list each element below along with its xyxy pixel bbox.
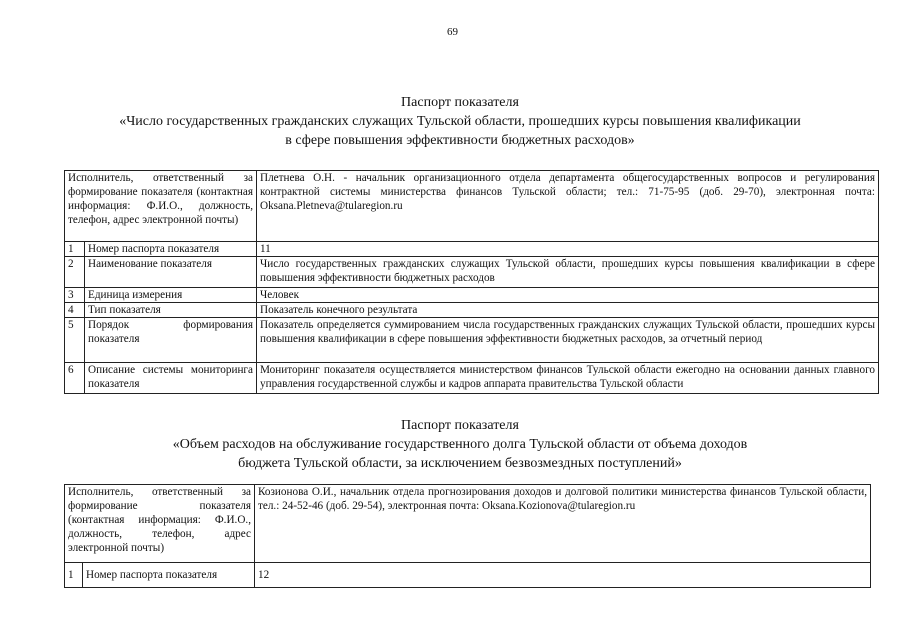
passport-1-table: [64, 170, 879, 394]
row-number: 1: [65, 563, 83, 588]
executor-label: Исполнитель, ответственный за формирование показателя (контактная информация: Ф.И.О., должность, телефон, адрес электронной почты): [65, 485, 255, 563]
table-row: [65, 318, 879, 363]
table-row: [65, 288, 879, 303]
executor-value: Козионова О.И., начальник отдела прогнозирования доходов и долговой политики министерства финансов Тульской области, тел.: 24-52-46 (доб. 29-54), электронная почта: Oksana.Kozionova@tularegion.ru: [255, 485, 871, 563]
row-label: Единица измерения: [85, 288, 257, 303]
row-number: 1: [65, 242, 85, 257]
row-label: Наименование показателя: [85, 257, 257, 288]
row-value: Показатель конечного результата: [257, 303, 879, 318]
table-row: [65, 303, 879, 318]
row-label: Номер паспорта показателя: [83, 563, 255, 588]
page-number: 69: [447, 26, 458, 38]
row-label: Описание системы мониторинга показателя: [85, 363, 257, 394]
passport-2-table: [64, 484, 871, 588]
row-value: Мониторинг показателя осуществляется министерством финансов Тульской области ежегодно на основании данных главного управления государственной службы и кадров аппарата правительства Тульской области: [257, 363, 879, 394]
row-label: Тип показателя: [85, 303, 257, 318]
passport-2-title-line: «Объем расходов на обслуживание государственного долга Тульской области от объема доходов: [172, 437, 748, 452]
row-value: 11: [257, 242, 879, 257]
row-value: 12: [255, 563, 871, 588]
table-row: [65, 363, 879, 394]
executor-row: [65, 485, 871, 563]
executor-row: [65, 171, 879, 242]
passport-1-title-line: «Число государственных гражданских служащих Тульской области, прошедших курсы повышения квалификации: [119, 114, 801, 129]
passport-1-title-line: Паспорт показателя: [401, 95, 519, 110]
passport-2-title: [60, 416, 860, 473]
passport-1-title-line: в сфере повышения эффективности бюджетных расходов»: [285, 133, 635, 148]
executor-label: Исполнитель, ответственный за формирование показателя (контактная информация: Ф.И.О., должность, телефон, адрес электронной почты): [65, 171, 257, 242]
row-number: 3: [65, 288, 85, 303]
row-value: Число государственных гражданских служащих Тульской области, прошедших курсы повышения квалификации в сфере повышения эффективности бюджетных расходов: [257, 257, 879, 288]
row-label: Порядок формирования показателя: [85, 318, 257, 363]
row-value: Показатель определяется суммированием числа государственных гражданских служащих Тульской области, прошедших курсы повышения квалификации в сфере повышения эффективности бюджетных расходов, за отчетный период: [257, 318, 879, 363]
table-row: [65, 242, 879, 257]
passport-1-title: [60, 93, 860, 150]
table-row: [65, 257, 879, 288]
row-number: 2: [65, 257, 85, 288]
passport-2-title-line: бюджета Тульской области, за исключением безвозмездных поступлений»: [238, 456, 682, 471]
row-number: 6: [65, 363, 85, 394]
passport-2-title-line: Паспорт показателя: [401, 418, 519, 433]
row-value: Человек: [257, 288, 879, 303]
row-label: Номер паспорта показателя: [85, 242, 257, 257]
table-row: [65, 563, 871, 588]
row-number: 4: [65, 303, 85, 318]
row-number: 5: [65, 318, 85, 363]
executor-value: Плетнева О.Н. - начальник организационного отдела департамента общегосударственных вопросов и регулирования контрактной системы министерства финансов Тульской области; тел.: 71-75-95 (доб. 29-70), электронная почта: Oksana.Pletneva@tularegion.ru: [257, 171, 879, 242]
